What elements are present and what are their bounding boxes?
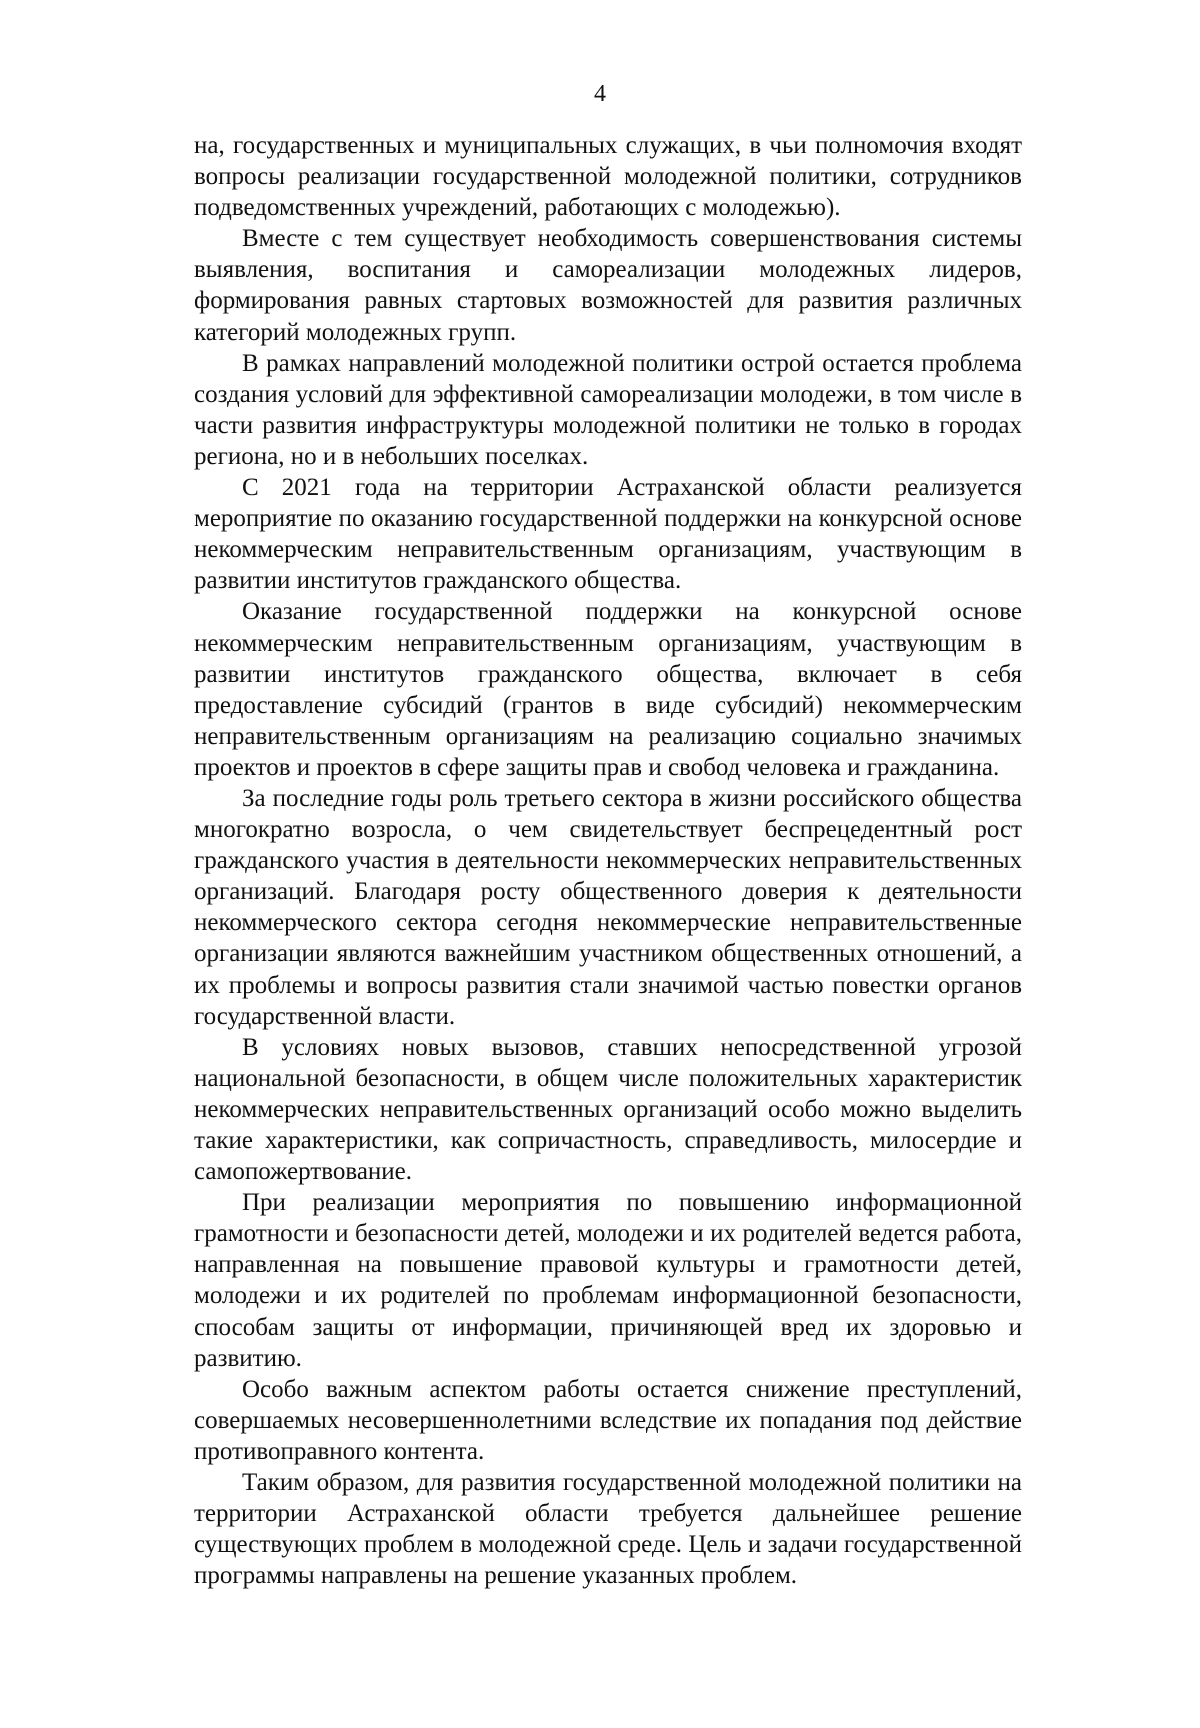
paragraph: В рамках направлений молодежной политики острой остается проблема создания условий для эффективной самореализации молодежи, в том числе в части развития инфраструктуры молодежной политики не только в городах региона, но и в небольших поселках.: [194, 349, 1022, 470]
paragraph: Оказание государственной поддержки на конкурсной основе некоммерческим неправительственным организациям, участвующим в развитии институтов гражданского общества, включает в себя предоставление субсидий (грантов в виде субсидий) некоммерческим неправительственным организациям на реализацию социально значимых проектов и проектов в сфере защиты прав и свобод человека и гражданина.: [194, 598, 1022, 781]
paragraph: С 2021 года на территории Астраханской области реализуется мероприятие по оказанию государственной поддержки на конкурсной основе некоммерческим неправительственным организациям, участвующим в развитии институтов гражданского общества.: [194, 474, 1022, 595]
paragraph: При реализации мероприятия по повышению информационной грамотности и безопасности детей, молодежи и их родителей ведется работа, направленная на повышение правовой культуры и грамотности детей, молодежи и их родителей по проблемам информационной безопасности, способам защиты от информации, причиняющей вред их здоровью и развитию.: [194, 1189, 1022, 1372]
paragraph: Таким образом, для развития государственной молодежной политики на территории Астраханской области требуется дальнейшее решение существующих проблем в молодежной среде. Цель и задачи государственной программы направлены на решение указанных проблем.: [194, 1469, 1022, 1590]
paragraph: В условиях новых вызовов, ставших непосредственной угрозой национальной безопасности, в общем числе положительных характеристик некоммерческих неправительственных организаций особо можно выделить такие характеристики, как сопричастность, справедливость, милосердие и самопожертвование.: [194, 1033, 1022, 1186]
paragraph: Особо важным аспектом работы остается снижение преступлений, совершаемых несовершеннолетними вследствие их попадания под действие противоправного контента.: [194, 1375, 1022, 1465]
page-number: 4: [594, 81, 606, 107]
paragraph-continuation: на, государственных и муниципальных служащих, в чьи полномочия входят вопросы реализации государственной молодежной политики, сотрудников подведомственных учреждений, работающих с молодежью).: [194, 132, 1022, 222]
paragraph: Вместе с тем существует необходимость совершенствования системы выявления, воспитания и самореализации молодежных лидеров, формирования равных стартовых возможностей для развития различных категорий молодежных групп.: [194, 225, 1022, 346]
paragraph: За последние годы роль третьего сектора в жизни российского общества многократно возросла, о чем свидетельствует беспрецедентный рост гражданского участия в деятельности некоммерческих неправительственных организаций. Благодаря росту общественного доверия к деятельности некоммерческого сектора сегодня некоммерческие неправительственные организации являются важнейшим участником общественных отношений, а их проблемы и вопросы развития стали значимой частью повестки органов государственной власти.: [194, 784, 1022, 1030]
document-body: [194, 130, 1022, 1591]
